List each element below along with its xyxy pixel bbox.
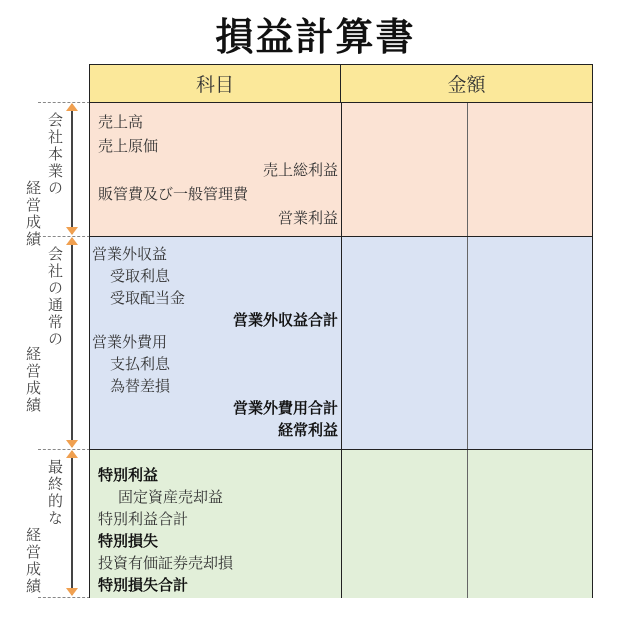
amount-subcolumn-divider xyxy=(467,103,468,236)
section-1 xyxy=(90,103,592,237)
account-row: 為替差損 xyxy=(110,377,171,395)
account-row: 営業外収益合計 xyxy=(232,311,338,329)
page-title: 損益計算書 xyxy=(215,15,416,59)
account-row: 売上総利益 xyxy=(262,161,338,179)
account-row: 営業外費用 xyxy=(92,333,168,351)
section-boundary-line xyxy=(38,236,90,237)
account-row: 経常利益 xyxy=(277,421,338,439)
side-label-line1: 会社本業の xyxy=(46,112,64,197)
range-arrow xyxy=(71,238,73,447)
account-row: 特別損失 xyxy=(98,532,159,550)
account-row: 受取配当金 xyxy=(110,289,186,307)
arrow-head-down-icon xyxy=(66,588,78,596)
account-row: 売上高 xyxy=(98,113,144,131)
account-row: 受取利息 xyxy=(110,267,171,285)
section-3 xyxy=(90,450,592,598)
column-divider xyxy=(341,450,342,598)
header-amount-label: 金額 xyxy=(447,74,486,96)
section-boundary-line xyxy=(38,449,90,450)
account-row: 特別利益 xyxy=(98,466,159,484)
account-row: 営業外費用合計 xyxy=(232,399,338,417)
income-statement-table xyxy=(89,64,593,598)
side-label-line1: 会社の通常の xyxy=(46,246,64,348)
account-row: 特別利益合計 xyxy=(98,510,189,528)
arrow-head-up-icon xyxy=(66,103,78,111)
account-row: 営業外収益 xyxy=(92,245,168,263)
side-label-line2: 経営成績 xyxy=(24,527,42,595)
column-divider xyxy=(341,103,342,236)
arrow-head-down-icon xyxy=(66,227,78,235)
section-2 xyxy=(90,237,592,450)
header-item-label: 科目 xyxy=(195,74,234,96)
side-label-line1: 最終的な xyxy=(46,459,64,527)
account-row: 固定資産売却益 xyxy=(118,488,224,506)
side-label-line2: 経営成績 xyxy=(24,346,42,414)
account-row: 特別損失合計 xyxy=(98,576,189,594)
header-item xyxy=(90,65,341,103)
arrow-head-up-icon xyxy=(66,450,78,458)
arrow-head-up-icon xyxy=(66,237,78,245)
account-row: 営業利益 xyxy=(277,209,338,227)
account-row: 支払利息 xyxy=(110,355,171,373)
side-label-line2: 経営成績 xyxy=(24,180,42,248)
account-row: 売上原価 xyxy=(98,137,159,155)
account-row: 販管費及び一般管理費 xyxy=(98,185,249,203)
section-boundary-line xyxy=(38,597,90,598)
arrow-head-down-icon xyxy=(66,440,78,448)
column-divider xyxy=(341,237,342,449)
header-amount xyxy=(341,65,592,103)
range-arrow xyxy=(71,451,73,595)
amount-subcolumn-divider xyxy=(467,450,468,598)
range-arrow xyxy=(71,104,73,234)
section-boundary-line xyxy=(38,102,90,103)
amount-subcolumn-divider xyxy=(467,237,468,449)
account-row: 投資有価証券売却損 xyxy=(98,554,234,572)
